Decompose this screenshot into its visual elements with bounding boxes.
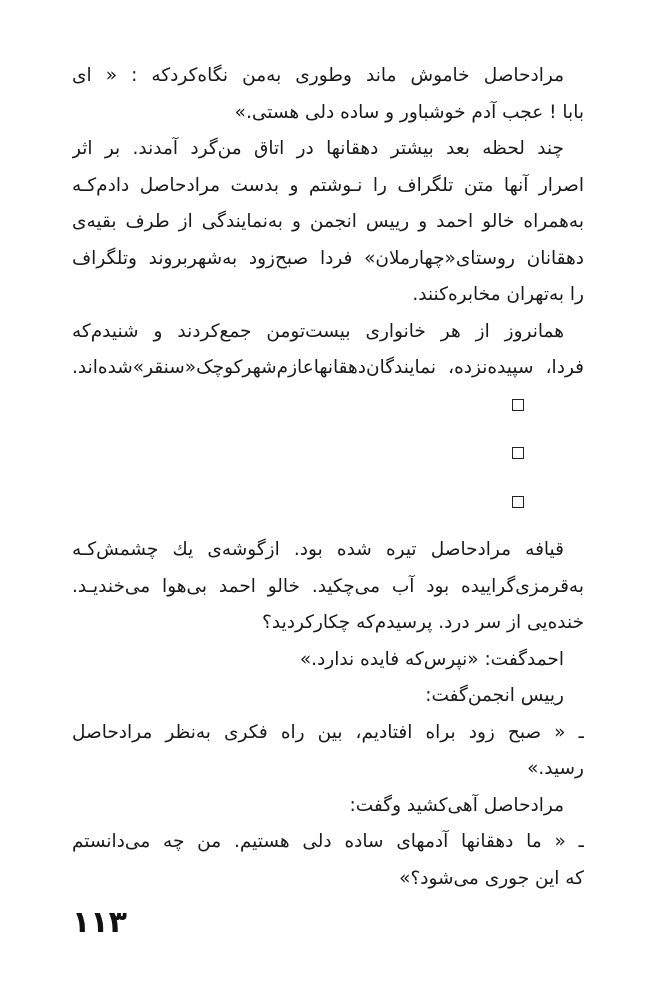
text-line: ـ « ما دهقانها آدمهای ساده دلی هستیم. من چه می‌دانستم xyxy=(72,831,584,852)
text-line: که این جوری می‌شود؟» xyxy=(399,867,584,889)
text-line: فردا، سپیده‌نزده، نمایندگان‌دهقانهاعازم‌شهرکوچک«سنقر»شده‌اند. xyxy=(72,357,584,378)
separator-box-icon xyxy=(512,496,524,508)
text-line: بابا ! عجب آدم خوشباور و ساده دلی هستی.» xyxy=(234,101,584,123)
text-line: رسید.» xyxy=(527,758,584,779)
section-separator xyxy=(72,399,584,436)
section-separator xyxy=(72,496,584,533)
text-line: رییس انجمن‌گفت: xyxy=(425,685,564,706)
section-separator xyxy=(72,447,584,484)
text-line: دهقانان روستای«چهارملان» فردا صبح‌زود به‌شهربروند وتلگراف xyxy=(72,247,584,269)
text-line: ـ « صبح زود براه افتادیم، بین راه فکری به‌نظر مرادحاصل xyxy=(72,721,584,743)
text-line: همانروز از هر خانواری بیست‌تومن جمع‌کردند و شنیدم‌که xyxy=(72,320,564,342)
text-line: مرادحاصل خاموش ماند وطوری به‌من نگاه‌کردکه : « ای xyxy=(72,65,564,86)
text-line: مرادحاصل آهی‌کشید وگفت: xyxy=(349,794,564,816)
separator-box-icon xyxy=(512,399,524,411)
text-line: به‌قرمزی‌گراییده بود آب می‌چکید. خالو احمد بی‌هوا می‌خندیـد. xyxy=(72,575,584,597)
text-line: را به‌تهران مخابره‌کنند. xyxy=(412,284,584,305)
text-line: قیافه مرادحاصل تیره شده بود. ازگوشه‌ی یك چشمش‌کـه xyxy=(72,539,564,560)
text-line: اصرار آنها متن تلگراف را نـوشتم و بدست مرادحاصل دادم‌کـه xyxy=(72,174,584,196)
separator-box-icon xyxy=(512,447,524,459)
text-line: خنده‌یی از سر درد. پرسیدم‌که چکارکردید؟ xyxy=(262,612,584,633)
page-number: ۱۱۳ xyxy=(72,905,127,940)
text-line: احمدگفت: «نپرس‌که فایده ندارد.» xyxy=(299,648,564,670)
text-line: به‌همراه خالو احمد و رییس انجمن و به‌نمایندگی از طرف بقیه‌ی xyxy=(72,211,584,232)
page-body xyxy=(72,58,584,897)
text-line: چند لحظه بعد بیشتر دهقانها در اتاق من‌گرد آمدند. بر اثر xyxy=(72,138,564,159)
